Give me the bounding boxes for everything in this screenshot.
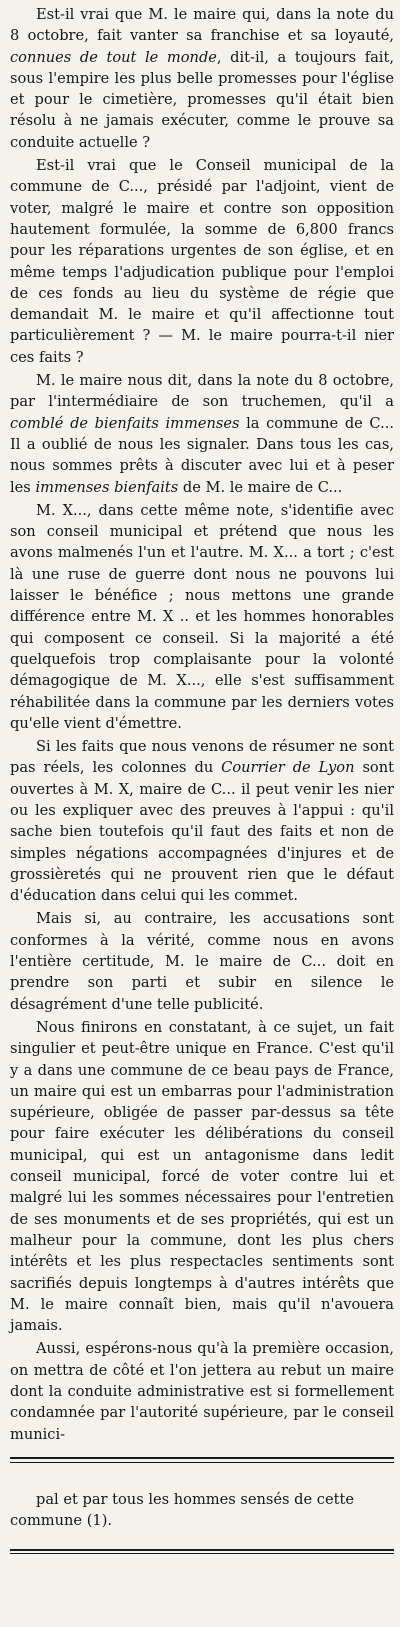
italic-text: comblé de bienfaits immenses: [10, 414, 240, 432]
paragraph-text: Nous finirons en constatant, à ce sujet, un fait singulier et peut-être unique en France. C'est qu'il y a dans une commune de ce beau pays de France, un maire qui est un embarras pour l'administration supérieure, obligée de passer par-dessus sa tête pour faire exécuter les délibérations du conseil municipal, qui est un antagonisme dans ledit conseil municipal, forcé de voter contre lui et malgré lui les sommes nécessaires pour l'entretien de ses monuments et de ses propriétés, qui est un malheur pour la commune, dont les plus chers intérêts et les plus respectacles sentiments sont sacrifiés depuis longtemps à d'autres intérêts que M. le maire connaît bien, mais qu'il n'avouera jamais.: [10, 1018, 394, 1335]
footer-rule-thin: [10, 1553, 394, 1554]
paragraph-text: Si les faits que nous venons de résumer ne sont pas réels, les colonnes du: [10, 738, 394, 777]
article-paragraph: [10, 155, 394, 368]
paragraph-text: de M. le maire de C...: [178, 478, 343, 496]
article-paragraph: [10, 4, 394, 153]
italic-text: connues de tout le monde: [10, 48, 217, 66]
paragraph-text: Est-il vrai que le Conseil municipal de la commune de C..., présidé par l'adjoint, vient de voter, malgré le maire et contre son opposition hautement formulée, la somme de 6,800 francs pour les réparations urgentes de son église, et en même temps l'adjudication publique pour l'emploi de ces fonds au lieu du système de régie que demandait M. le maire et qu'il affectionne tout particulièrement ? — M. le maire pourra-t-il nier ces faits ?: [10, 157, 394, 366]
section-rule-thin: [10, 1462, 394, 1463]
footer-rule: [10, 1549, 394, 1551]
paragraph-text: sont ouvertes à M. X, maire de C... il peut venir les nier ou les expliquer avec des preuves à l'appui : qu'il sache bien toutefois qu'il faut des faits et non de simples négations accompagnées d'injures et de grossièretés qui ne prouvent rien que le défaut d'éducation dans celui qui les commet.: [10, 759, 394, 905]
paragraph-text: , dit-il, a toujours fait, sous l'empire les plus belle promesses pour l'église et pour le cimetière, promesses qu'il était bien résolu à ne jamais exécuter, comme le prouve sa conduite actuelle ?: [10, 48, 394, 151]
article-continuation: pal et par tous les hommes sensés de cette commune (1).: [10, 1490, 354, 1530]
article-paragraph: [10, 370, 394, 498]
paragraph-text: la commune de C... Il a oublié de nous les signaler. Dans tous les cas, nous sommes prêts à discuter avec lui et à peser les: [10, 414, 394, 496]
article-paragraph: [10, 908, 394, 1014]
paragraph-text: M. X..., dans cette même note, s'identifie avec son conseil municipal et prétend que nous les avons malmenés l'un et l'autre. M. X... a tort ; c'est là une ruse de guerre dont nous ne pouvons lui laisser le bénéfice ; nous mettons une grande différence entre M. X .. et les hommes honorables qui composent ce conseil. Si la majorité a été quelquefois trop complaisante pour la volonté démagogique de M. X..., elle s'est suffisamment réhabilitée dans la commune par les derniers votes qu'elle vient d'émettre.: [10, 501, 394, 732]
italic-text: Courrier de Lyon: [221, 759, 355, 777]
paragraph-text: Aussi, espérons-nous qu'à la première occasion, on mettra de côté et l'on jettera au rebut un maire dont la conduite administrative est si formellement condamnée par l'autorité supérieure, par le conseil munici-: [10, 1340, 394, 1443]
article-paragraph: [10, 1017, 394, 1336]
article-paragraph: [10, 736, 394, 906]
article-paragraph: [10, 1338, 394, 1444]
article-paragraph: [10, 500, 394, 734]
paragraph-text: Mais si, au contraire, les accusations sont conformes à la vérité, comme nous en avons l'entière certitude, M. le maire de C... doit en prendre son parti et subir en silence le désagrément d'une telle publicité.: [10, 910, 394, 1013]
paragraph-text: M. le maire nous dit, dans la note du 8 octobre, par l'intermédiaire de son truchemen, qu'il a: [10, 372, 394, 411]
article-column: [10, 4, 394, 1445]
section-rule: [10, 1457, 394, 1459]
paragraph-text: Est-il vrai que M. le maire qui, dans la note du 8 octobre, fait vanter sa franchise et sa loyauté,: [10, 6, 394, 45]
italic-text: immenses bienfaits: [35, 478, 179, 496]
